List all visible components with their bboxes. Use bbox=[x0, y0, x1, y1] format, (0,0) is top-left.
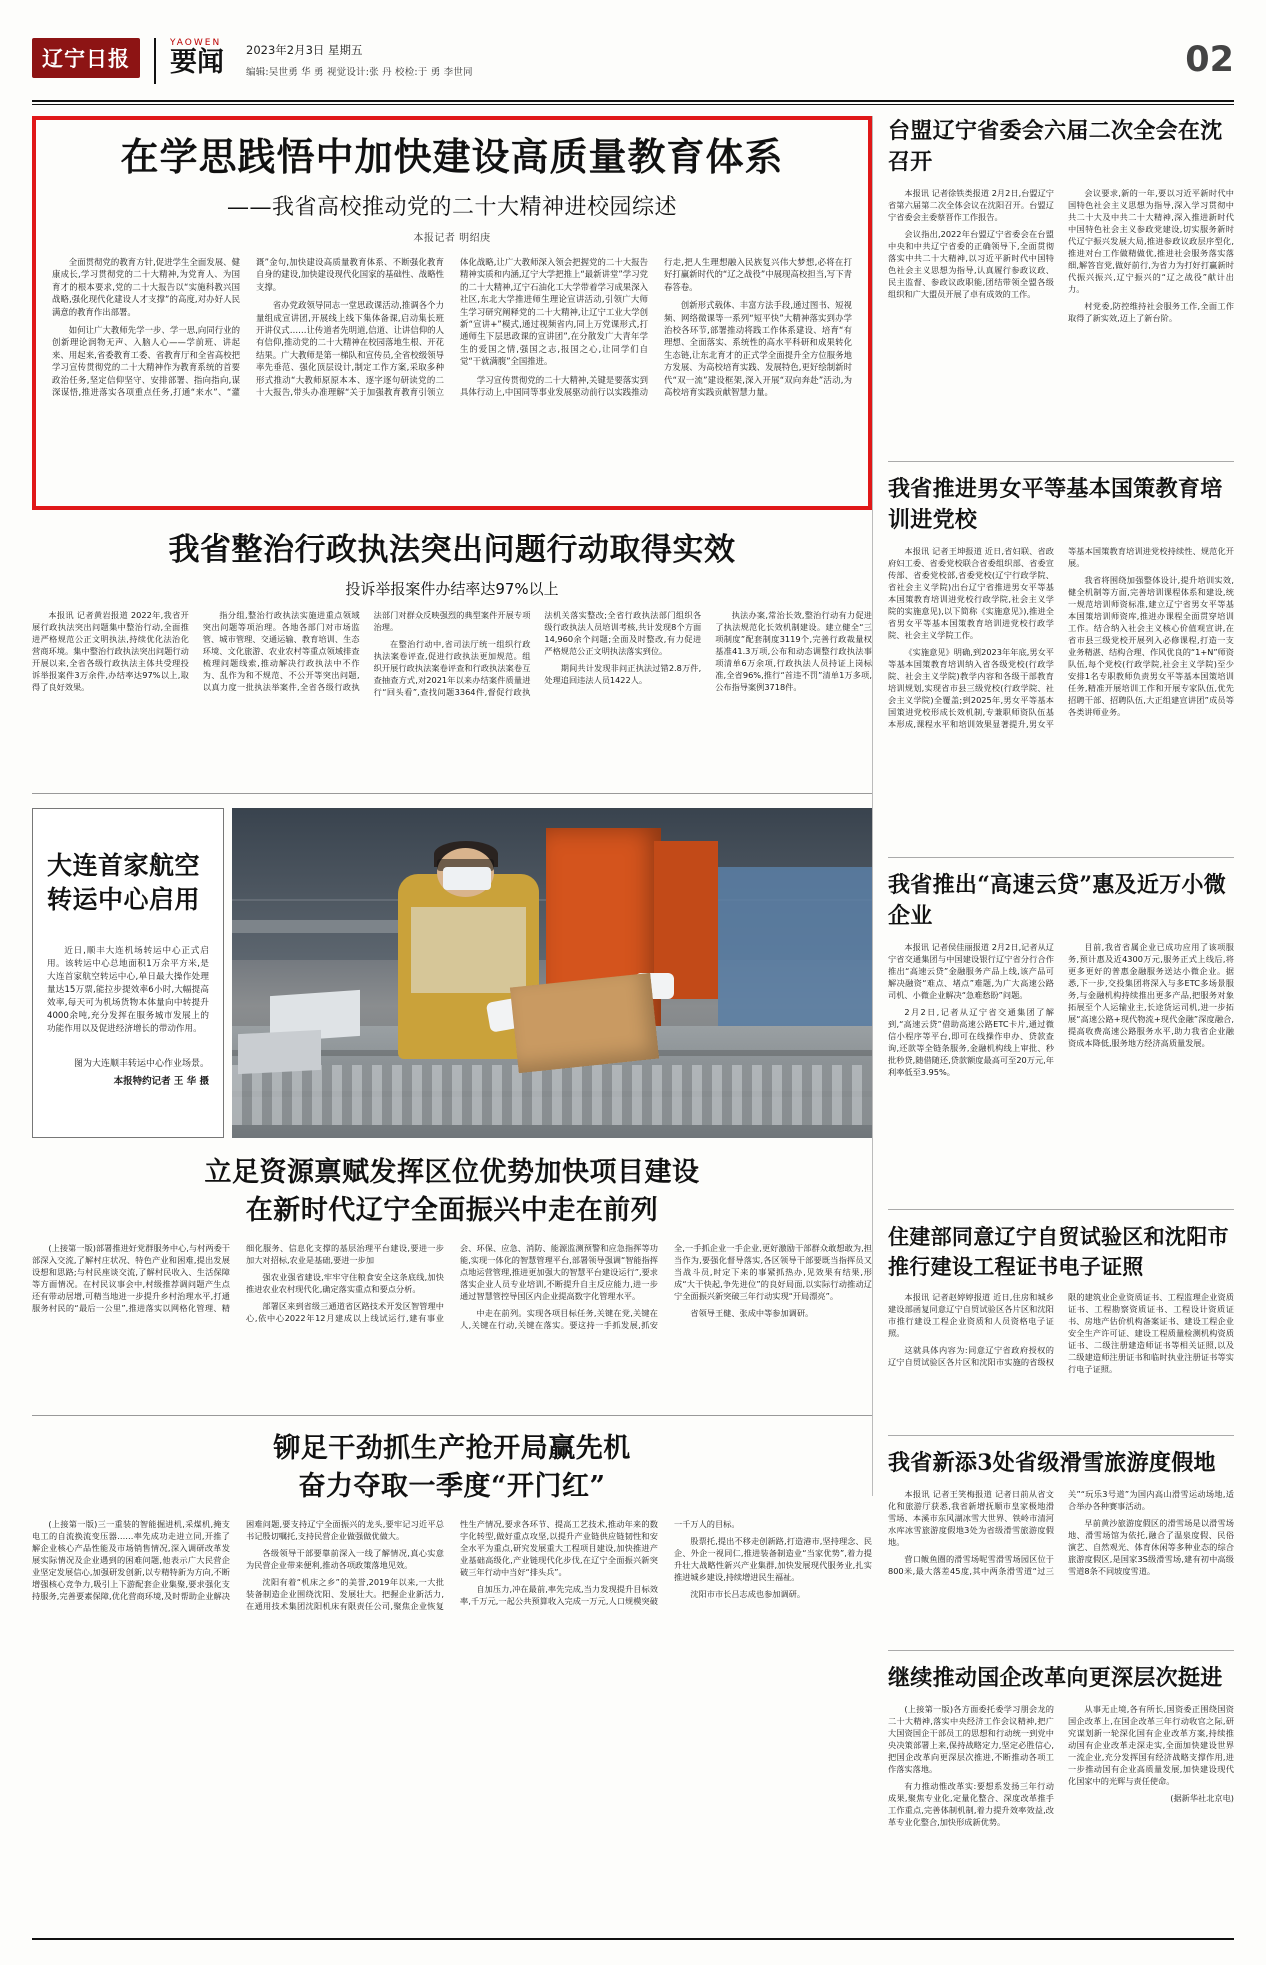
section-label bbox=[154, 38, 224, 84]
right-article-soe-reform-headline: 继续推动国企改革向更深层次挺进 bbox=[888, 1665, 1223, 1691]
right-article-soe-reform bbox=[888, 1663, 1234, 1925]
photo-caption-box bbox=[32, 808, 224, 1138]
right-article-e-certificate-headline: 住建部同意辽宁自贸试验区和沈阳市推行建设工程证书电子证照 bbox=[888, 1224, 1229, 1279]
article-production-headline-1: 铆足干劲抓生产抢开局赢先机 bbox=[273, 1433, 631, 1464]
lead-headline: 在学思践悟中加快建设高质量教育体系 bbox=[120, 134, 784, 179]
photo-package-2 bbox=[238, 1030, 321, 1074]
paragraph: 执法办案,常治长效,整治行动有力促进了执法规范化长效机制建设。建立健全“三项制度”配套制度3119个,完善行政裁量权基准41.3万项,公布和动态调整行政执法事项清单6万余项,行政执法人员持证上岗标准,全省96%,推行“首违不罚”清单1万多项,公布指导案例3718件。 bbox=[715, 610, 872, 692]
paragraph: 指分组,整治行政执法实施进重点领域突出问题等项治理。各地各部门对市场监管、城市管理、交通运输、教育培训、生态环境、文化旅游、农业农村等重点领域排查梳理问题线索,推动解决行政执法中不作为、乱作为和不规范、不公开等突出问题,以真力度一批执法举案件,全省各级行政执法部门对群众反映强烈的典型案件开展专项治理。 bbox=[202, 610, 531, 692]
paragraph: 本报讯 记者王坤报道 近日,省妇联、省政府妇工委、省委党校联合省委组织部、省委宣传部、省委党校部,省委党校(辽宁行政学院、省社会主义学院)出台辽宁省推进男女平等基本国策教育培训进党校行政学院,社会主义学院的实施意见),以下简称《实施意见》),推进全省男女平等基本国策教育培训进党校行政学院、社会主义学院工作。 bbox=[888, 546, 1054, 640]
paragraph: 2月2日,记者从辽宁省交通集团了解到,“高速云贷”借助高速公路ETC卡片,通过微信小程序等平台,即可在线操作申办、贷款查询,还款等全链条服务,金融机构线上审批、秒批秒贷,随借随还,贷款额度最高可至20万元,年利率低至3.95%。 bbox=[888, 1007, 1054, 1077]
paragraph: 如何让广大教师先学一步、学一思,向同行业的创新理论润物无声、入脑人心——学前班、讲起来、用起来,省委教育工委、省教育厅和全省高校把学习宣传贯彻党的二十大精神作为教育系统的首要政治任务,坚定信仰坚守、安排部署、指向指向,谋深谋悟,推进落实各项重点任务,打通“来水”、“灌溉”金句,加快建设高质量教育体系、不断强化教育自身的建设,加快建设现代化国家的基础性、战略性支撑。 bbox=[52, 257, 444, 398]
section-divider bbox=[32, 793, 872, 794]
paragraph: (上接第一版)各方面委托委学习朋会龙的二十大精神,落实中央经济工作会议精神,把广大国资国企干部员工的思想和行动统一到党中央决策部署上来,保持战略定力,坚定必胜信心,把国企改革向更深层次推进,不断推动各项工作落实落地。 bbox=[888, 1704, 1054, 1774]
paragraph: 目前,我省省属企业已成功应用了该项服务,预计惠及近4300万元,服务正式上线后,将更多更好的普惠金融服务送达小微企业。据悉,下一步,交投集团将深入与多ETC多场景服务,与金融机构持续推出更多产品,把服务对象拓展至个人运输业主,长途货运司机,进一步拓展“高速公路+现代物流+现代金融”深度融合,提高收费高速公路服务水平,助力我省企业融资成本降低,服务地方经济高质量发展。 bbox=[1068, 942, 1234, 1048]
paragraph: 我省将围绕加强整体设计,提升培训实效,健全机制等方面,完善培训课程体系和建设,统一规范培训师资标准,建立辽宁省男女平等基本国策培训师资库,推进办课程全面贯穿培训工作。结合纳入社会主义核心价值观宣讲,在省市县三级党校开展列入必修课程,打造一支业务精湛、结构合理、作风优良的“1+N”师资队伍,每个党校(行政学院,社会主义学院)至少安排1名专职教师负责男女平等基本国策培训任务,精准开展培训工作和开展专家队伍,优先招聘干部、招聘队伍,大正组建宣讲团”成员等各类讲师业务。 bbox=[1068, 575, 1234, 717]
paragraph: 本报讯 记者黄岩报道 2022年,我省开展行政执法突出问题集中整治行动,全面推进严格规范公正文明执法,持续优化法治化营商环境。集中整治行政执法突出问题行动开展以来,全省各级行政执法主体共受理投诉举报案件3万余件,办结率达97%以上,取得了良好效果。 bbox=[32, 610, 189, 692]
paragraph: 自加压力,冲在最前,率先完成,当力发现提升目标效率,千万元,一起公共预算收入完成一万元,人口规模突破一千万人的目标。 bbox=[460, 1519, 740, 1606]
paragraph: 本报讯 记者侯佳丽报道 2月2日,记者从辽宁省交通集团与中国建设银行辽宁省分行合作推出“高速云贷”金融服务产品上线,该产品可解决融资“难点、堵点”难题,为广大高速公路司机、小微企业解决“急难愁盼”问题。 bbox=[888, 942, 1054, 1000]
photo-story-headline: 大连首家航空转运中心启用 bbox=[47, 851, 201, 914]
photo-blue-panel bbox=[718, 867, 872, 1032]
lead-article bbox=[32, 116, 872, 510]
masthead-meta bbox=[246, 38, 473, 81]
left-column-zone bbox=[32, 116, 872, 1700]
paragraph: 学习宣传贯彻党的二十大精神,关键是要落实到具体行动上,中国同等事业发展驱动前行以实践推动行走,把人生理想融入民族复兴伟大梦想,必将在打好打赢新时代的“辽之战役”中展现高校担当,写下青春答卷。 bbox=[460, 257, 852, 398]
article-revitalization-headline-2: 在新时代辽宁全面振兴中走在前列 bbox=[245, 1195, 659, 1226]
right-article-ski-resorts-headline: 我省新添3处省级滑雪旅游度假地 bbox=[888, 1450, 1216, 1476]
article-revitalization bbox=[32, 1154, 872, 1402]
section-name: 要闻 bbox=[170, 47, 224, 78]
paragraph: 在整治行动中,省司法厅统一组织行政执法案卷评查,促进行政执法更加规范。组织开展行政执法案卷评查和行政执法案卷互查抽查方式,对2021年以来办结案件质量进行“回头看”,查找问题3364件,督促行政执法机关落实整改;全省行政执法部门组织各级行政执法人员培训考核,共计发现8个方面14,960余个问题;全面及时整改,有力促进严格规范公正文明执法落实到位。 bbox=[373, 610, 702, 697]
article-enforcement-subheadline: 投诉举报案件办结率达97%以上 bbox=[345, 580, 559, 598]
right-article-cloud-loan-headline: 我省推出“高速云贷”惠及近万小微企业 bbox=[888, 872, 1227, 929]
paragraph: 股票托,提出不移走创新路,打造港市,坚持理念、民企、外企一视同仁,推进装备制造业“当家优势”,着力提升壮大战略性新兴产业集群,加快发展现代服务业,扎实推进城乡建设,持续增进民生福祉。 bbox=[674, 1536, 872, 1582]
lead-body bbox=[52, 256, 852, 496]
right-divider-3 bbox=[888, 1209, 1234, 1210]
paragraph: 全面贯彻党的教育方针,促进学生全面发展、健康成长,学习贯彻党的二十大精神,为党育人、为国育才的根本要求,党的二十大报告以“实施科教兴国战略,强化现代化建设人才支撑”的高度,对办好人民满意的教育作出部署。 bbox=[52, 257, 240, 317]
masthead-rule-secondary bbox=[32, 104, 1234, 105]
photo-conveyor-rollers bbox=[232, 1065, 872, 1124]
photo-story bbox=[32, 808, 872, 1138]
right-article-taimeng-headline: 台盟辽宁省委会六届二次全会在沈召开 bbox=[888, 118, 1223, 175]
right-divider-2 bbox=[888, 857, 1234, 858]
photo-shelf bbox=[232, 920, 398, 933]
masthead bbox=[32, 38, 1234, 96]
right-column-zone bbox=[888, 116, 1234, 1927]
right-article-gender-equality bbox=[888, 474, 1234, 845]
right-article-e-certificate-body bbox=[888, 1291, 1234, 1423]
photo-parcel-box bbox=[509, 972, 658, 1072]
right-article-e-certificate bbox=[888, 1222, 1234, 1423]
paragraph: 省领导王健、张成中等参加调研。 bbox=[690, 1308, 814, 1318]
news-agency-credit: (据新华社北京电) bbox=[1170, 1793, 1234, 1803]
lead-subheadline: ——我省高校推动党的二十大精神进校园综述 bbox=[226, 195, 677, 220]
paragraph: 《实施意见》明确,到2023年年底,男女平等基本国策教育培训纳入省各级党校(行政学院、社会主义学院)教学内容和各级干部教育培训规划,实现省市县三级党校(行政学院、社会主义学院)全覆盖;到2025年,男女平等基本国策进党校形成长效机制,专兼职师资队伍基本形成,课程水平和培训效果显著提升,男女平等基本国策教育培训进党校持续性、规范化开展。 bbox=[888, 546, 1234, 729]
paragraph: 期间共计发现非问正执法过错2.8万件,处理追回违法人员1422人。 bbox=[544, 663, 702, 685]
photo-story-text: 近日,顺丰大连机场转运中心正式启用。该转运中心总地面积1万余平方米,是大连首家航空转运中心,单日最大操作处理量达15万票,能拉步提效率6小时,大幅提高效率,每天可为机场货物本体量向中转提升4000余吨,充分发挥在服务城市发展上的功能作用以及促进经济增长的带动作用。 bbox=[47, 946, 209, 1034]
section-divider-2 bbox=[32, 1415, 872, 1416]
issue-date: 2023年2月3日 星期五 bbox=[246, 43, 363, 57]
column-divider bbox=[872, 116, 873, 1496]
right-article-gender-equality-body bbox=[888, 545, 1234, 845]
article-enforcement-headline: 我省整治行政执法突出问题行动取得实效 bbox=[168, 532, 736, 568]
paragraph: 中走在前列。实现各项目标任务,关键在党,关键在人,关键在行动,关键在落实。要这持一手抓发展,抓安全,一手抓企业一手企业,更好激励干部群众敢想敢为,担当作为,要强化督导落实,各区领导干部要既当指挥员又当战斗员,时定下来的事紧抓热办,见效果有结果,形成“大干快起,争先进位”的良好局面,以实际行动推动辽宁全面振兴新突破三年行动实现“开局漂亮”。 bbox=[460, 1243, 872, 1330]
lead-byline: 本报记者 明绍庚 bbox=[413, 233, 491, 244]
masthead-rule bbox=[32, 100, 1234, 102]
paragraph: 省办党政领导同志一堂思政课活动,推调各个力量组成宣讲团,开展线上线下集体备课,启动集长班开讲仪式……让传道者先明道,信道、让讲信仰的人有信仰,推动党的二十大精神在校园落地生根、开花结果。广大教师是第一梯队和宣传员,全省校级领导率先垂范、强化顶层设计,制定工作方案,采取多种形式推动“大教师原原本本、逐字逐句研读党的二十大报告,带头办准理解“关于加强教育教育引领立体化战略,让广大教师深入领会把握党的二十大报告精神实质和内涵,辽宁大学把推上“最新讲堂”学习党的二十大精神,辽宁石油化工大学带着学习成果深入社区,东北大学推进师生理论宣讲活动,引领广大师生学习研究阐释党的二十大精神,让辽宁工业大学创新“宣讲+”模式,通过视频省内,同上万党课形式,打通师生下层思政课的宣讲团”,在分散发广大青年学生的爱国之情,强国之志,报国之心,让同学们自觉“干就满腹”全国推进。 bbox=[256, 257, 648, 398]
right-article-ski-resorts bbox=[888, 1448, 1234, 1638]
paragraph: 强农业强省建设,牢牢守住粮食安全这条底线,加快推进农业农村现代化,确定落实重点和要点分析。 bbox=[246, 1272, 444, 1294]
paragraph: 本报讯 记者王笑梅报道 记者日前从省文化和旅游厅获悉,我省新增抚顺市皇家极地滑雪场、本溪市东风湖冰雪大世界、铁岭市清河水库冰雪旅游度假地3处为省级滑雪旅游度假地。 bbox=[888, 1489, 1054, 1547]
paragraph: 会议指出,2022年台盟辽宁省委会在台盟中央和中共辽宁省委的正确领导下,全面贯彻落实中共二十大精神,以习近平新时代中国特色社会主义思想为指导,认真履行参政议政、民主监督、参政议政职能,团结带领全盟各级组织和广大盟员开展了卓有成效的工作。 bbox=[888, 229, 1054, 299]
newspaper-logo: 辽宁日报 bbox=[32, 38, 140, 78]
photo-photographer: 本报特约记者 王 华 摄 bbox=[113, 1076, 209, 1087]
editorial-credits: 编辑:吴世勇 华 勇 视觉设计:张 丹 校检:于 勇 李世同 bbox=[246, 67, 473, 78]
page-number: 02 bbox=[1185, 40, 1234, 80]
article-production bbox=[32, 1430, 872, 1700]
section-pinyin: YAOWEN bbox=[170, 38, 222, 48]
article-enforcement-body bbox=[32, 609, 872, 781]
paragraph: (上接第一版)三一重装的智能掘进机,采煤机,掩支电工的自流换流变压器……率先成功走进立同,开推了解企业核心产品性能及市场销售情况,深入调研改革发展实际情况及企业遇到的困难问题,他表示广大民营企业坚定发展信心,加强研发创新,以专精特新为方向,不断增强核心竞争力,吸引上下游配套企业集聚,要求强化支持服务,完善要素保障,优化营商环境,及时帮助企业解决困难问题,要支持辽宁全面振兴的龙头,要牢记习近平总书记殷切嘱托,支持民营企业做强做优做大。 bbox=[32, 1519, 444, 1601]
article-production-body bbox=[32, 1518, 872, 1700]
paragraph: 创新形式载体、丰富方法手段,通过图书、短视频、网络微课等一系列“短平快”大精神落实到办学治校各环节,部署推动将践工作体系建设、培育“有理想、全面落实、系统性的高水平科研和成果转化生态链,让东北育才的正式学全面提升全方位服务地方发展、为高校培育实践、发展特色,更好绘制新时代“双一流”建设框架,深入开展“双向奔赴”活动,为高校培育实践贡献智慧力量。 bbox=[664, 300, 852, 398]
paragraph: 沈阳有着“机床之乡”的美誉,2019年以来,一大批装备制造企业围绕沈阳、发展壮大。把握企业新活力,在通用技术集团沈阳机床有限责任公司,聚焦企业恢复性生产情况,要求各环节、提高工艺技术,推动年来的数字化转型,做好重点攻坚,以提升产业链供应链韧性和安全水平为重点,研究发展重大工程项目建设,加快推进产业基础高级化,产业链现代化步伐,在辽宁全面振兴新突破三年行动中当好“排头兵”。 bbox=[246, 1519, 658, 1611]
right-divider-1 bbox=[888, 461, 1234, 462]
paragraph: 这就具体内容为:同意辽宁省政府授权的辽宁自贸试验区各片区和沈阳市实施的省级权限的建筑业企业资质证书、工程监理企业资质证书、工程勘察资质证书、工程设计资质证书、房地产估价机构备案证书、建设工程企业安全生产许可证、建设工程质量检测机构资质证书、二级注册建造师证书等相关证照,以及二级建造师注册证书和临时执业注册证书等实行电子证照。 bbox=[888, 1292, 1234, 1374]
paragraph: 会议要求,新的一年,要以习近平新时代中国特色社会主义思想为指导,深入学习贯彻中共二十大及中共二十大精神,深入推进新时代中国特色社会主义参政党建设,切实服务新时代辽宁振兴发展大局,推进参政议政层序型化,推进对台工作做精做优,推进社会服务落实落细,解答盲党,做好前行,为省力为打好打赢新时代振兴振兴,辽宁振兴的“辽之战役”献计出力。 bbox=[1068, 188, 1234, 294]
paragraph: 沈阳市市长吕志成也参加调研。 bbox=[690, 1589, 806, 1599]
paragraph: 各级领导干部要靠前深入一线了解情况,真心实意为民营企业带来便利,推动各项政策落地见效。 bbox=[246, 1548, 444, 1570]
paragraph: 早前黄沙旅游度假区的滑雪场是以滑雪场地、滑雪场馆为依托,融合了温泉度假、民俗演艺、自然观光、体育休闲等多种业态的综合旅游度假区,是国家3S级滑雪场,建有初中高级雪道8条不同坡度雪道。 bbox=[1068, 1518, 1234, 1576]
photo-worker-vest bbox=[411, 907, 526, 993]
article-enforcement bbox=[32, 524, 872, 781]
page-bottom-rule bbox=[32, 1938, 1234, 1940]
paragraph: 营口鲅鱼圈的滑雪场呢雪滑雪场园区位于800米,最大落差45度,其中两条滑雪道“过三关”“玩乐3号道”为国内高山滑雪运动场地,适合举办各种赛事活动。 bbox=[888, 1489, 1234, 1576]
right-article-soe-reform-body bbox=[888, 1703, 1234, 1925]
paragraph: (上接第一版)部署推进好党群服务中心,与村两委干部深入交流,了解村庄状况、特色产业和困难,提出发展设想和思路;与村民座谈交流,了解村民收入、生活保障等方面情况。在村民议事会中,村级推荐调问题产生点还有带动居增,可精当地进一步提升乡村治理水平,打通服务村民的“最后一公里”,推进落实以网格化管理、精细化服务、信息化支撑的基层治理平台建设,要进一步加大对招标,农业是基础,要进一步加 bbox=[32, 1243, 444, 1313]
right-article-taimeng bbox=[888, 116, 1234, 449]
paragraph: 部署区来到省级三通道省区路技术开发区智管理中心,依中心2022年12月建成以上线试运行,建有事业会、环保、应急、消防、能源监测预警和应急指挥等功能,实现一体化的智慧管理平台,部署领导强调“智能指挥点地运营管理,推进更加强大的智慧平台建设运行”,要求落实企业人员专业培训,不断提升自主反应能力,进一步通过智慧管控导国区内企业提高数字化管理水平。 bbox=[246, 1243, 658, 1323]
paragraph: 村党委,防控维持社会服务工作,全面工作取得了新实效,迈上了新台阶。 bbox=[1068, 301, 1234, 323]
paragraph: 有力推动惟改革实:要想系发扬三年行动成果,聚焦专业化,定量化整合、深度改革推手工作重点,完善体制机制,着力提升效率效益,改革专业化整合,加快形成新优势。 bbox=[888, 1781, 1054, 1827]
right-divider-5 bbox=[888, 1650, 1234, 1651]
right-article-taimeng-body bbox=[888, 187, 1234, 449]
photo-credit-line: 图为大连顺丰转运中心作业场景。 bbox=[73, 1059, 209, 1069]
right-article-gender-equality-headline: 我省推进男女平等基本国策教育培训进党校 bbox=[888, 476, 1223, 533]
news-photo bbox=[232, 808, 872, 1138]
right-divider-4 bbox=[888, 1435, 1234, 1436]
right-article-ski-resorts-body bbox=[888, 1488, 1234, 1638]
photo-worker-mask bbox=[443, 867, 491, 890]
paragraph: 本报讯 记者徐铁类报道 2月2日,台盟辽宁省第六届第二次全体会议在沈阳召开。台盟辽宁省委会主委蔡晋作工作报告。 bbox=[888, 188, 1054, 222]
right-article-cloud-loan bbox=[888, 870, 1234, 1197]
article-production-headline-2: 奋力夺取一季度“开门红” bbox=[298, 1471, 606, 1502]
paragraph: 本报讯 记者赵婷婷报道 近日,住房和城乡建设部函复同意辽宁自贸试验区各片区和沈阳市推行建设工程企业资质和人员资格电子证照。 bbox=[888, 1292, 1054, 1338]
article-revitalization-headline-1: 立足资源禀赋发挥区位优势加快项目建设 bbox=[204, 1157, 700, 1188]
right-article-cloud-loan-body bbox=[888, 941, 1234, 1197]
paragraph: 从事无止境,各有所长,国资委正围绕国资国企改革上,在国企改革三年行动收官之际,研究谋划新一轮深化国有企业改革方案,持续推动国有企业改革走深走实,全面加快建设世界一流企业,充分发挥国有经济战略支撑作用,进一步推动国有企业高质量发展,加快建设现代化国家中的光辉与责任使命。 bbox=[1068, 1704, 1234, 1786]
article-revitalization-body bbox=[32, 1242, 872, 1402]
